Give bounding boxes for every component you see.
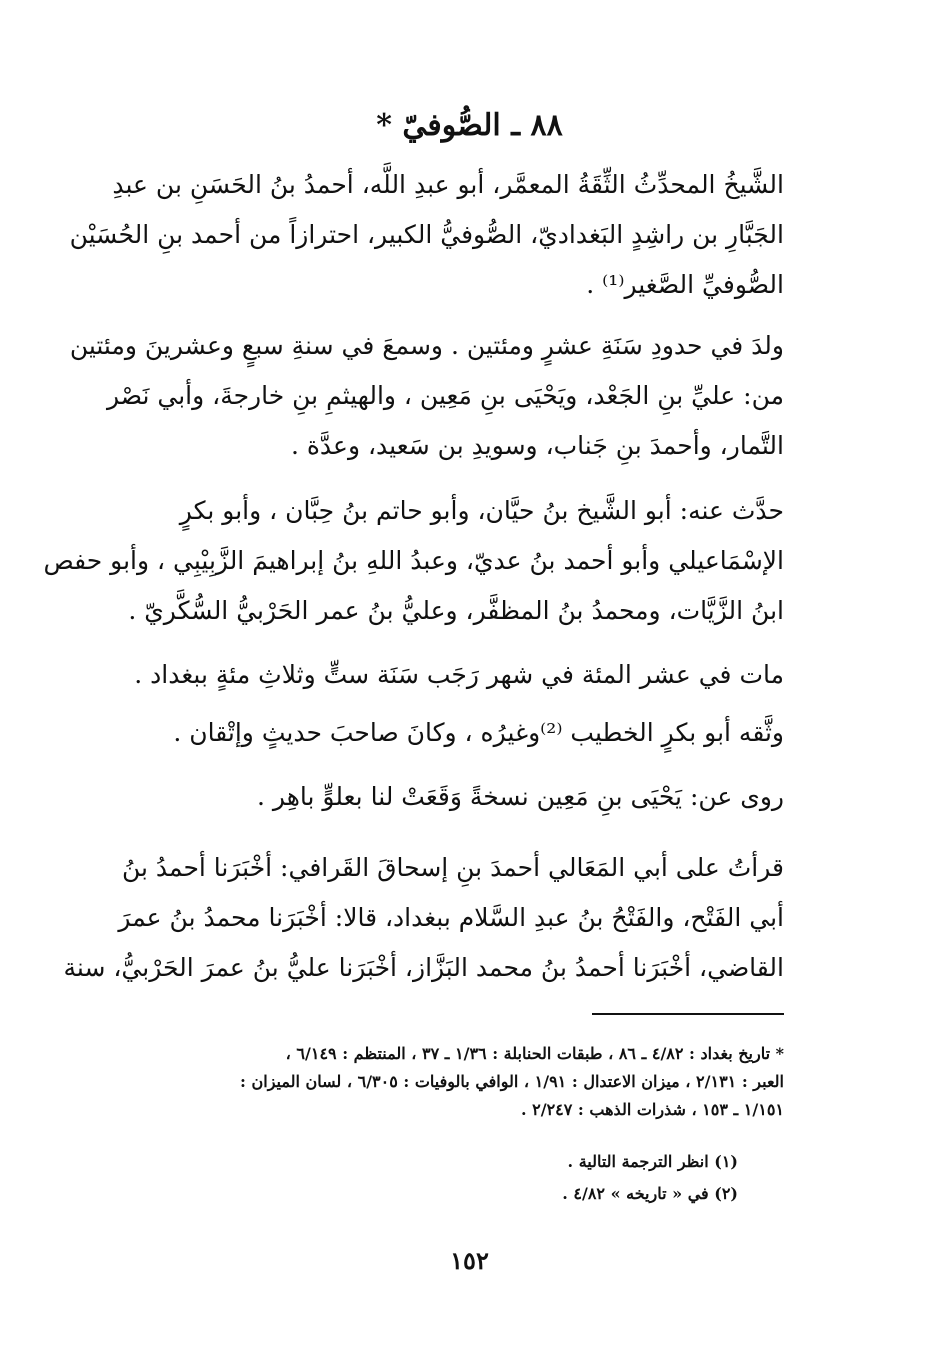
footnote-notes xyxy=(124,1146,738,1210)
text-line: الصُّوفيِّ الصَّغير⁽¹⁾ . xyxy=(586,270,784,299)
paragraph-trust xyxy=(124,708,784,758)
page-number: ١٥٢ xyxy=(450,1246,489,1275)
footnote-line: ١/١٥١ ـ ١٥٣ ، شذرات الذهب : ٢/٢٤٧ . xyxy=(520,1100,784,1119)
footnote-divider xyxy=(592,1013,784,1015)
footnote-note: (٢) في « تاريخه » ٤/٨٢ . xyxy=(562,1184,738,1203)
text-line: القاضي، أخْبَرَنا أحمدُ بنُ محمد البَزَّاز، أخْبَرَنا عليُّ بنُ عمرَ الحَرْبيُّ، سنة xyxy=(63,953,784,982)
text-line: الشَّيخُ المحدِّثُ الثِّقَةُ المعمَّر، أبو عبدِ اللَّه، أحمدُ بنُ الحَسَنِ بن عبدِ xyxy=(112,170,784,199)
entry-heading: ٨٨ ـ الصُّوفيّ * xyxy=(376,108,563,143)
text-line: التَّمار، وأحمدَ بنِ جَناب، وسويدِ بن سَعيد، وعدَّة . xyxy=(290,431,784,460)
footnote-line: العبر : ٢/١٣١ ، ميزان الاعتدال : ١/٩١ ، الوافي بالوفيات : ٦/٣٠٥ ، لسان الميزان : xyxy=(240,1072,784,1091)
footnote-line: * تاريخ بغداد : ٤/٨٢ ـ ٨٦ ، طبقات الحنابلة : ١/٣٦ ـ ٣٧ ، المنتظم : ٦/١٤٩ ، xyxy=(285,1044,784,1063)
paragraph-death xyxy=(124,650,784,700)
paragraph-narration xyxy=(124,772,784,822)
paragraph-birth xyxy=(69,321,784,471)
text-line: أبي الفَتْح، والفَتْحُ بنُ عبدِ السَّلام ببغداد، قالا: أخْبَرَنا محمدُ بنُ عمرَ xyxy=(118,903,784,932)
paragraph-isnad xyxy=(63,843,784,993)
text-line: من: عليِّ بنِ الجَعْد، ويَحْيَى بنِ مَعِين ، والهيثمِ بنِ خارجةَ، وأبي نَصْر xyxy=(106,381,784,410)
text-line: قرأتُ على أبي المَعَالي أحمدَ بنِ إسحاقَ القَرافي: أخْبَرَنا أحمدُ بنُ xyxy=(121,853,784,882)
text-line: ابنُ الزَّيَّات، ومحمدُ بنُ المظفَّر، وعليُّ بنُ عمر الحَرْبيُّ السُّكَّريّ . xyxy=(128,596,784,625)
text-line: حدَّث عنه: أبو الشَّيخ بنُ حيَّان، وأبو حاتم بنُ حِبَّان ، وأبو بكرٍ xyxy=(179,496,784,525)
text-line: مات في عشر المئة في شهر رَجَب سَنَة ستٍّ وثلاثِ مئةٍ ببغداد . xyxy=(134,660,784,689)
paragraph-intro xyxy=(69,160,784,310)
footnote-sources xyxy=(124,1040,784,1124)
paragraph-students xyxy=(43,486,784,636)
text-line: الجَبَّارِ بن راشِدٍ البَغداديّ، الصُّوفيُّ الكبير، احترازاً من أحمد بنِ الحُسَيْن xyxy=(69,220,784,249)
text-line: روى عن: يَحْيَى بنِ مَعِين نسخةً وَقَعَتْ لنا بعلوٍّ باهِر . xyxy=(257,782,784,811)
footnote-note: (١) انظر الترجمة التالية . xyxy=(567,1152,738,1171)
text-line: ولدَ في حدودِ سَنَةِ عشرٍ ومئتين . وسمعَ في سنةِ سبعٍ وعشرينَ ومئتين xyxy=(69,331,784,360)
text-line: الإسْمَاعيلي وأبو أحمد بنُ عديّ، وعبدُ اللهِ بنُ إبراهيمَ الزَّبِيْبِي ، وأبو حفص xyxy=(43,546,784,575)
text-line: وثَّقه أبو بكرٍ الخطيب ⁽²⁾وغيرُه ، وكانَ صاحبَ حديثٍ وإتْقان . xyxy=(173,718,784,747)
